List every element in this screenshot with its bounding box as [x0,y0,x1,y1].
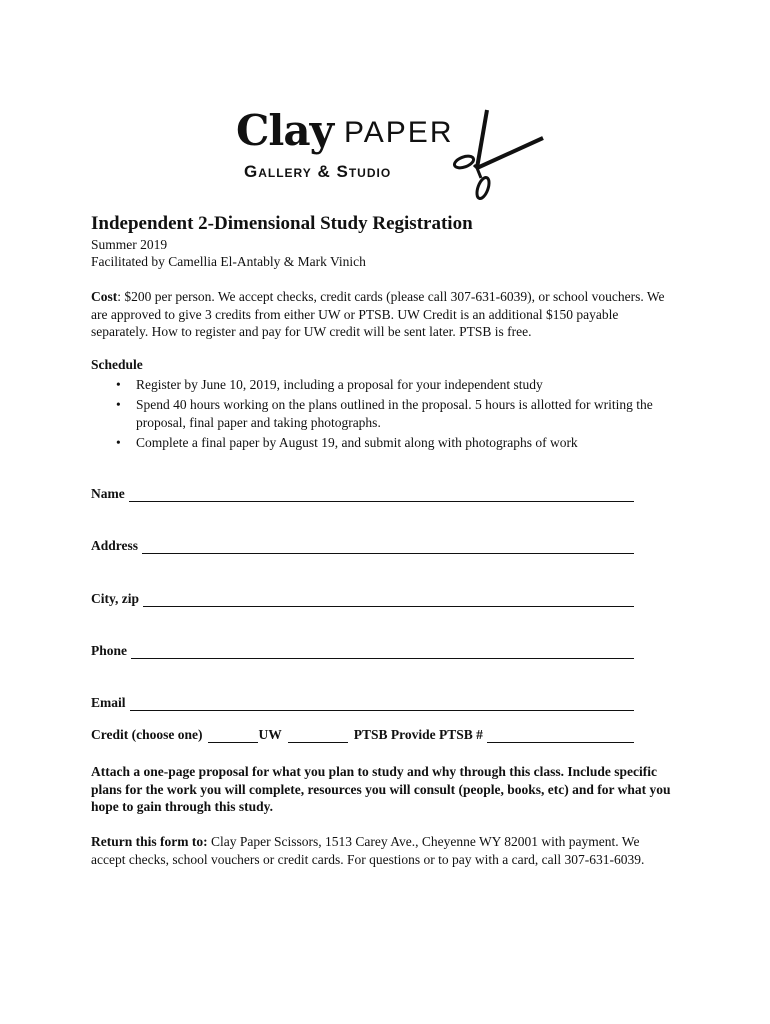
scissors-icon [447,108,547,203]
return-paragraph [91,833,676,868]
address-label: Address [91,538,139,553]
ptsb-number-blank[interactable] [487,729,634,743]
list-item: • Spend 40 hours working on the plans outlined in the proposal. 5 hours is allotted for writing the proposal, final paper and taking photographs. [110,396,680,432]
cost-paragraph [91,288,671,341]
logo-paper: PAPER [344,116,454,149]
ptsb-option: PTSB Provide PTSB # [353,727,483,742]
logo-clay: Clay [236,106,334,155]
credit-label: Credit (choose one) [91,727,203,742]
name-field[interactable] [91,482,634,502]
term-text: Summer 2019 [91,237,168,252]
city-zip-input-line[interactable] [143,592,634,607]
page-title: Independent 2-Dimensional Study Registration [91,213,473,234]
ptsb-blank[interactable] [288,729,348,743]
list-item: • Complete a final paper by August 19, and submit along with photographs of work [110,434,680,452]
facilitators-text: Facilitated by Camellia El-Antably & Mark Vinich [91,254,366,269]
phone-label: Phone [91,643,128,658]
uw-option: UW [258,727,282,742]
email-field[interactable] [91,691,634,711]
city-zip-label: City, zip [91,591,140,606]
schedule-heading: Schedule [91,357,143,372]
email-label: Email [91,695,126,710]
proposal-instructions: Attach a one-page proposal for what you plan to study and why through this class. Include specific plans for the work you will complete, resources you will consult (people, books, etc) and for what you hope to gain through this study. [91,764,671,814]
list-item: • Register by June 10, 2019, including a proposal for your independent study [110,376,680,394]
return-label: Return this form to: [91,834,208,849]
cost-text: : $200 per person. We accept checks, credit cards (please call 307-631-6039), or school vouchers. We are approved to give 3 credits from either UW or PTSB. UW Credit is an additional $150 payable separately. How to register and pay for UW credit will be sent later. PTSB is free. [91,289,665,339]
email-input-line[interactable] [130,696,634,711]
phone-field[interactable] [91,639,634,659]
name-input-line[interactable] [129,487,634,502]
phone-input-line[interactable] [131,644,634,659]
return-text: Clay Paper Scissors, 1513 Carey Ave., Cheyenne WY 82001 with payment. We accept checks, school vouchers or credit cards. For questions or to pay with a card, call 307-631-6039. [91,834,645,867]
uw-blank[interactable] [208,729,258,743]
logo-tagline: Gallery & Studio [244,162,392,181]
cost-label: Cost [91,289,118,304]
logo [232,108,552,203]
address-input-line[interactable] [142,539,634,554]
city-zip-field[interactable] [91,587,634,607]
schedule-list [110,376,680,454]
address-field[interactable] [91,534,634,554]
name-label: Name [91,486,125,501]
credit-choice-row [91,727,634,743]
